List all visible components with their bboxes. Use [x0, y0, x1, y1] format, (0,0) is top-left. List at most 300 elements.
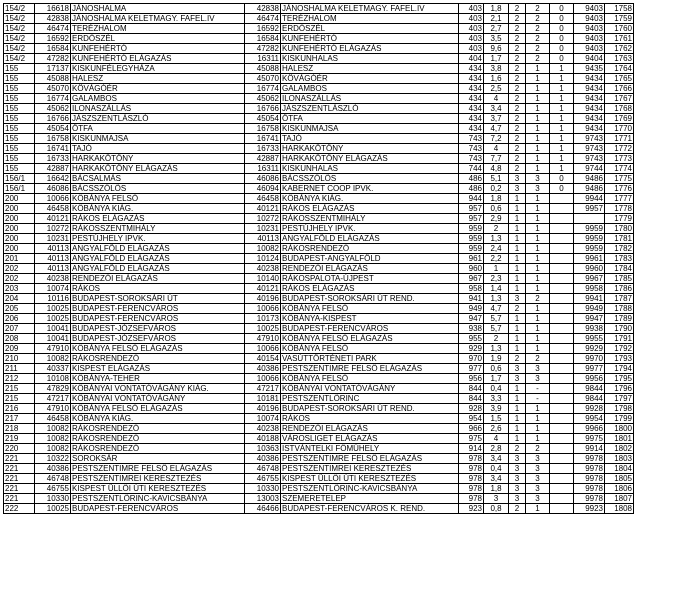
section-code-cell: 978 — [459, 464, 484, 474]
section-code-cell: 949 — [459, 304, 484, 314]
line-number-cell: 209 — [4, 344, 35, 354]
to-station-name-cell: ISTVÁNTELKI FŐMŰHELY — [281, 444, 459, 454]
from-station-code-cell: 10025 — [35, 504, 71, 514]
class-c-cell: 1 — [550, 74, 574, 84]
route-code-cell — [574, 214, 605, 224]
to-station-name-cell: BÁCSSZŐLŐS — [281, 174, 459, 184]
class-a-cell: 1 — [509, 204, 526, 214]
class-a-cell: 2 — [509, 354, 526, 364]
to-station-code-cell: 10082 — [245, 244, 281, 254]
route-code-cell: 9941 — [574, 294, 605, 304]
line-number-cell: 155 — [4, 64, 35, 74]
from-station-code-cell: 45062 — [35, 104, 71, 114]
class-b-cell: 3 — [526, 454, 550, 464]
to-station-code-cell: 46458 — [245, 194, 281, 204]
to-station-code-cell: 40121 — [245, 204, 281, 214]
to-station-code-cell: 47217 — [245, 384, 281, 394]
class-b-cell: 1 — [526, 404, 550, 414]
distance-km-cell: 9,6 — [484, 44, 509, 54]
row-id-cell: 1799 — [605, 414, 634, 424]
row-id-cell: 1786 — [605, 284, 634, 294]
class-b-cell: 3 — [526, 474, 550, 484]
class-a-cell: 1 — [509, 284, 526, 294]
class-a-cell: 3 — [509, 174, 526, 184]
distance-km-cell: 5,1 — [484, 174, 509, 184]
row-id-cell: 1763 — [605, 54, 634, 64]
route-code-cell: 9435 — [574, 64, 605, 74]
section-code-cell: 961 — [459, 254, 484, 264]
from-station-code-cell: 10108 — [35, 374, 71, 384]
section-code-cell: 486 — [459, 174, 484, 184]
distance-km-cell: 4,7 — [484, 304, 509, 314]
from-station-code-cell: 46755 — [35, 484, 71, 494]
to-station-name-cell: KUNFEHÉRTÓ — [281, 34, 459, 44]
to-station-name-cell: KŐBÁNYA FELSŐ — [281, 374, 459, 384]
section-code-cell: 975 — [459, 434, 484, 444]
row-id-cell: 1787 — [605, 294, 634, 304]
route-code-cell: 9978 — [574, 454, 605, 464]
row-id-cell: 1800 — [605, 424, 634, 434]
class-b-cell: 2 — [526, 444, 550, 454]
row-id-cell: 1777 — [605, 194, 634, 204]
route-code-cell: 9486 — [574, 174, 605, 184]
from-station-name-cell: KŐBÁNYA FELSŐ — [71, 194, 245, 204]
to-station-code-cell: 10025 — [245, 324, 281, 334]
row-id-cell: 1775 — [605, 174, 634, 184]
from-station-code-cell: 40113 — [35, 254, 71, 264]
row-id-cell: 1790 — [605, 324, 634, 334]
to-station-code-cell: 40121 — [245, 284, 281, 294]
table-row — [4, 454, 634, 464]
class-c-cell: 1 — [550, 94, 574, 104]
distance-km-cell: 1,8 — [484, 194, 509, 204]
distance-km-cell: 2,6 — [484, 424, 509, 434]
distance-km-cell: 1 — [484, 264, 509, 274]
class-a-cell: 2 — [509, 304, 526, 314]
class-a-cell: 1 — [509, 254, 526, 264]
class-b-cell: 1 — [526, 334, 550, 344]
table-row — [4, 264, 634, 274]
class-c-cell — [550, 214, 574, 224]
distance-km-cell: 0,4 — [484, 384, 509, 394]
table-row — [4, 464, 634, 474]
from-station-code-cell: 40113 — [35, 244, 71, 254]
class-a-cell: 1 — [509, 194, 526, 204]
to-station-name-cell: BUDAPEST-ANGYALFÖLD — [281, 254, 459, 264]
to-station-name-cell: PESTSZENTIMREI KERESZTEZÉS — [281, 464, 459, 474]
from-station-code-cell: 10082 — [35, 354, 71, 364]
from-station-code-cell: 10025 — [35, 314, 71, 324]
distance-km-cell: 0,2 — [484, 184, 509, 194]
class-b-cell: 1 — [526, 104, 550, 114]
row-id-cell: 1780 — [605, 224, 634, 234]
to-station-name-cell: KŐBÁNYAI VONTATÓVÁGÁNY — [281, 384, 459, 394]
row-id-cell: 1802 — [605, 444, 634, 454]
class-a-cell: 2 — [509, 154, 526, 164]
class-c-cell: 0 — [550, 174, 574, 184]
table-row — [4, 494, 634, 504]
to-station-name-cell: KISKUNHALAS — [281, 164, 459, 174]
route-code-cell: 9403 — [574, 14, 605, 24]
class-b-cell: 1 — [526, 64, 550, 74]
line-number-cell: 212 — [4, 374, 35, 384]
to-station-name-cell: KŐBÁNYA FELSŐ — [281, 304, 459, 314]
table-row — [4, 394, 634, 404]
to-station-code-cell: 10140 — [245, 274, 281, 284]
table-row — [4, 374, 634, 384]
class-b-cell: 2 — [526, 4, 550, 14]
route-code-cell: 9966 — [574, 424, 605, 434]
from-station-name-cell: BÁCSALMÁS — [71, 174, 245, 184]
to-station-code-cell: 16766 — [245, 104, 281, 114]
class-b-cell: 2 — [526, 44, 550, 54]
class-a-cell: 2 — [509, 164, 526, 174]
class-a-cell: 2 — [509, 14, 526, 24]
class-a-cell: 2 — [509, 44, 526, 54]
section-code-cell: 957 — [459, 204, 484, 214]
class-b-cell: 1 — [526, 324, 550, 334]
class-c-cell: 0 — [550, 54, 574, 64]
class-a-cell: 1 — [509, 344, 526, 354]
class-c-cell — [550, 244, 574, 254]
table-row — [4, 224, 634, 234]
class-a-cell: 1 — [509, 334, 526, 344]
line-number-cell: 154/2 — [4, 44, 35, 54]
to-station-code-cell: 13003 — [245, 494, 281, 504]
to-station-name-cell: PESTSZENTIMRE FELSŐ ELÁGAZÁS — [281, 454, 459, 464]
section-code-cell: 914 — [459, 444, 484, 454]
table-row — [4, 354, 634, 364]
distance-km-cell: 3,4 — [484, 454, 509, 464]
from-station-code-cell: 16584 — [35, 44, 71, 54]
class-a-cell: 1 — [509, 274, 526, 284]
to-station-code-cell: 10066 — [245, 344, 281, 354]
class-b-cell: 1 — [526, 414, 550, 424]
from-station-name-cell: BUDAPEST-FERENCVÁROS — [71, 504, 245, 514]
from-station-name-cell: HARKAKÖTÖNY ELÁGAZÁS — [71, 164, 245, 174]
table-row — [4, 294, 634, 304]
distance-km-cell: 3,9 — [484, 404, 509, 414]
to-station-code-cell: 45054 — [245, 114, 281, 124]
table-row — [4, 4, 634, 14]
from-station-code-cell: 10082 — [35, 444, 71, 454]
from-station-code-cell: 10322 — [35, 454, 71, 464]
route-code-cell: 9956 — [574, 374, 605, 384]
to-station-code-cell: 46755 — [245, 474, 281, 484]
class-c-cell: 1 — [550, 84, 574, 94]
from-station-name-cell: RÁKOS ELÁGAZÁS — [71, 214, 245, 224]
to-station-name-cell: PESTSZENTIMRE FELSŐ ELÁGAZÁS — [281, 364, 459, 374]
class-b-cell: 1 — [526, 164, 550, 174]
section-code-cell: 978 — [459, 494, 484, 504]
class-b-cell: - — [526, 384, 550, 394]
from-station-name-cell: KUNFEHÉRTÓ — [71, 44, 245, 54]
section-code-cell: 954 — [459, 414, 484, 424]
from-station-code-cell: 40386 — [35, 464, 71, 474]
to-station-name-cell: RÁKOS — [281, 414, 459, 424]
section-code-cell: 743 — [459, 144, 484, 154]
to-station-code-cell: 45070 — [245, 74, 281, 84]
from-station-code-cell: 46474 — [35, 24, 71, 34]
class-a-cell: 2 — [509, 74, 526, 84]
to-station-code-cell: 10124 — [245, 254, 281, 264]
row-id-cell: 1781 — [605, 234, 634, 244]
class-b-cell: - — [526, 394, 550, 404]
distance-km-cell: 1,3 — [484, 234, 509, 244]
route-code-cell: 9434 — [574, 104, 605, 114]
line-number-cell: 202 — [4, 274, 35, 284]
distance-km-cell: 4 — [484, 144, 509, 154]
class-b-cell: 2 — [526, 34, 550, 44]
distance-km-cell: 1,9 — [484, 354, 509, 364]
from-station-code-cell: 10116 — [35, 294, 71, 304]
row-id-cell: 1758 — [605, 4, 634, 14]
class-a-cell: 2 — [509, 34, 526, 44]
class-c-cell: 0 — [550, 184, 574, 194]
distance-km-cell: 2,7 — [484, 24, 509, 34]
row-id-cell: 1789 — [605, 314, 634, 324]
class-c-cell: 0 — [550, 24, 574, 34]
from-station-name-cell: BUDAPEST-FERENCVÁROS — [71, 314, 245, 324]
class-c-cell — [550, 314, 574, 324]
distance-km-cell: 3,7 — [484, 114, 509, 124]
from-station-code-cell: 40238 — [35, 274, 71, 284]
class-c-cell: 1 — [550, 124, 574, 134]
row-id-cell: 1798 — [605, 404, 634, 414]
class-c-cell: 1 — [550, 114, 574, 124]
to-station-code-cell: 47282 — [245, 44, 281, 54]
table-row — [4, 254, 634, 264]
class-a-cell: 1 — [509, 234, 526, 244]
line-number-cell: 200 — [4, 214, 35, 224]
route-code-cell: 9403 — [574, 24, 605, 34]
from-station-code-cell: 46748 — [35, 474, 71, 484]
from-station-name-cell: KISKUNFÉLEGYHÁZA — [71, 64, 245, 74]
to-station-name-cell: TAJÓ — [281, 134, 459, 144]
to-station-name-cell: KŐBÁNYA-KISPEST — [281, 314, 459, 324]
to-station-code-cell: 16758 — [245, 124, 281, 134]
to-station-code-cell: 42838 — [245, 4, 281, 14]
row-id-cell: 1779 — [605, 214, 634, 224]
from-station-code-cell: 16766 — [35, 114, 71, 124]
section-code-cell: 977 — [459, 364, 484, 374]
route-code-cell: 9434 — [574, 84, 605, 94]
line-number-cell: 215 — [4, 394, 35, 404]
route-code-cell: 9844 — [574, 394, 605, 404]
route-code-cell: 9744 — [574, 164, 605, 174]
distance-km-cell: 4 — [484, 94, 509, 104]
class-a-cell: 3 — [509, 464, 526, 474]
route-code-cell: 9960 — [574, 264, 605, 274]
line-number-cell: 155 — [4, 114, 35, 124]
class-c-cell — [550, 474, 574, 484]
class-b-cell: 1 — [526, 314, 550, 324]
class-c-cell: 0 — [550, 14, 574, 24]
line-number-cell: 211 — [4, 364, 35, 374]
to-station-name-cell: RÁKOSRENDEZŐ — [281, 244, 459, 254]
line-number-cell: 210 — [4, 354, 35, 364]
class-b-cell: 3 — [526, 174, 550, 184]
section-code-cell: 434 — [459, 124, 484, 134]
class-c-cell: 1 — [550, 134, 574, 144]
class-c-cell — [550, 204, 574, 214]
section-code-cell: 844 — [459, 384, 484, 394]
table-row — [4, 84, 634, 94]
table-row — [4, 164, 634, 174]
section-code-cell: 844 — [459, 394, 484, 404]
class-a-cell: 3 — [509, 374, 526, 384]
from-station-name-cell: RÁKOSRENDEZŐ — [71, 444, 245, 454]
class-a-cell: 2 — [509, 114, 526, 124]
to-station-name-cell: KŐBÁNYA KIÁG. — [281, 194, 459, 204]
class-a-cell: 2 — [509, 144, 526, 154]
route-code-cell: 9978 — [574, 484, 605, 494]
route-code-cell: 9404 — [574, 54, 605, 64]
from-station-code-cell: 10025 — [35, 304, 71, 314]
to-station-name-cell: BUDAPEST-SOROKSÁRI ÚT REND. — [281, 404, 459, 414]
to-station-code-cell: 40386 — [245, 454, 281, 464]
class-a-cell: 2 — [509, 134, 526, 144]
row-id-cell: 1794 — [605, 364, 634, 374]
to-station-code-cell: 40238 — [245, 424, 281, 434]
to-station-name-cell: ERDŐSZÉL — [281, 24, 459, 34]
row-id-cell: 1773 — [605, 154, 634, 164]
class-a-cell: 1 — [509, 434, 526, 444]
line-number-cell: 205 — [4, 304, 35, 314]
class-a-cell: 2 — [509, 4, 526, 14]
from-station-code-cell: 10330 — [35, 494, 71, 504]
row-id-cell: 1776 — [605, 184, 634, 194]
route-code-cell: 9434 — [574, 94, 605, 104]
to-station-name-cell: JÁNOSHALMA KELETMAGY. FAFEL.IV — [281, 4, 459, 14]
to-station-name-cell: SZEMERETELEP — [281, 494, 459, 504]
row-id-cell: 1772 — [605, 144, 634, 154]
from-station-code-cell: 16741 — [35, 144, 71, 154]
from-station-code-cell: 46458 — [35, 204, 71, 214]
section-code-cell: 978 — [459, 474, 484, 484]
table-row — [4, 114, 634, 124]
from-station-code-cell: 10074 — [35, 284, 71, 294]
class-b-cell: 1 — [526, 154, 550, 164]
distance-km-cell: 3,4 — [484, 104, 509, 114]
table-row — [4, 284, 634, 294]
from-station-name-cell: HARKAKÖTÖNY — [71, 154, 245, 164]
class-b-cell: 2 — [526, 294, 550, 304]
route-code-cell: 9954 — [574, 414, 605, 424]
line-number-cell: 222 — [4, 504, 35, 514]
route-code-cell: 9928 — [574, 404, 605, 414]
distance-km-cell: 3 — [484, 494, 509, 504]
from-station-code-cell: 10272 — [35, 224, 71, 234]
line-number-cell: 221 — [4, 454, 35, 464]
to-station-code-cell: 42887 — [245, 154, 281, 164]
to-station-name-cell: ANGYALFÖLD ELÁGAZÁS — [281, 234, 459, 244]
route-code-cell: 9957 — [574, 204, 605, 214]
from-station-name-cell: JÁNOSHALMA — [71, 4, 245, 14]
route-code-cell: 9923 — [574, 504, 605, 514]
class-a-cell: 1 — [509, 424, 526, 434]
distance-km-cell: 1,5 — [484, 414, 509, 424]
table-row — [4, 304, 634, 314]
from-station-name-cell: PESTSZENTLŐRINC-KAVICSBÁNYA — [71, 494, 245, 504]
to-station-name-cell: BUDAPEST-FERENCVÁROS — [281, 324, 459, 334]
from-station-code-cell: 16642 — [35, 174, 71, 184]
section-code-cell: 944 — [459, 194, 484, 204]
class-a-cell: 3 — [509, 364, 526, 374]
class-b-cell: 1 — [526, 124, 550, 134]
section-code-cell: 970 — [459, 354, 484, 364]
from-station-name-cell: ÖTFA — [71, 124, 245, 134]
to-station-name-cell: GALAMBOS — [281, 84, 459, 94]
from-station-code-cell: 10082 — [35, 434, 71, 444]
to-station-code-cell: 40386 — [245, 364, 281, 374]
to-station-code-cell: 47910 — [245, 334, 281, 344]
from-station-code-cell: 10066 — [35, 194, 71, 204]
section-code-cell: 403 — [459, 34, 484, 44]
route-code-cell: 9959 — [574, 224, 605, 234]
from-station-name-cell: RÁKOSSZENTMIHÁLY — [71, 224, 245, 234]
line-number-cell: 200 — [4, 194, 35, 204]
to-station-name-cell: RÁKOSPALOTA-ÚJPEST — [281, 274, 459, 284]
from-station-code-cell: 42838 — [35, 14, 71, 24]
class-b-cell: 1 — [526, 234, 550, 244]
from-station-name-cell: RÁKOSRENDEZŐ — [71, 434, 245, 444]
class-c-cell — [550, 454, 574, 464]
line-number-cell: 201 — [4, 254, 35, 264]
to-station-code-cell: 10181 — [245, 394, 281, 404]
table-row — [4, 274, 634, 284]
row-id-cell: 1796 — [605, 384, 634, 394]
class-c-cell — [550, 224, 574, 234]
distance-km-cell: 1,7 — [484, 54, 509, 64]
class-c-cell — [550, 394, 574, 404]
table-row — [4, 214, 634, 224]
line-number-cell: 154/2 — [4, 4, 35, 14]
class-b-cell: 1 — [526, 244, 550, 254]
to-station-name-cell: PESTÚJHELY IPVK. — [281, 224, 459, 234]
section-code-cell: 434 — [459, 74, 484, 84]
from-station-name-cell: ILONASZÁLLÁS — [71, 104, 245, 114]
row-id-cell: 1788 — [605, 304, 634, 314]
class-c-cell — [550, 234, 574, 244]
to-station-code-cell: 10074 — [245, 414, 281, 424]
row-id-cell: 1806 — [605, 484, 634, 494]
line-number-cell: 200 — [4, 224, 35, 234]
section-code-cell: 744 — [459, 164, 484, 174]
from-station-code-cell: 10041 — [35, 324, 71, 334]
from-station-name-cell: ANGYALFÖLD ELÁGAZÁS — [71, 254, 245, 264]
from-station-code-cell: 16592 — [35, 34, 71, 44]
distance-km-cell: 4,7 — [484, 124, 509, 134]
line-number-cell: 155 — [4, 124, 35, 134]
row-id-cell: 1765 — [605, 74, 634, 84]
distance-km-cell: 1,6 — [484, 74, 509, 84]
from-station-name-cell: KŐBÁNYA KIÁG. — [71, 204, 245, 214]
to-station-name-cell: RÁKOS ELÁGAZÁS — [281, 204, 459, 214]
section-code-cell: 966 — [459, 424, 484, 434]
to-station-name-cell: KABERNET COOP IPVK. — [281, 184, 459, 194]
line-number-cell: 221 — [4, 464, 35, 474]
document-page — [3, 3, 634, 514]
route-code-cell: 9978 — [574, 474, 605, 484]
section-code-cell: 959 — [459, 244, 484, 254]
class-a-cell: 1 — [509, 384, 526, 394]
to-station-name-cell: TERÉZHALOM — [281, 14, 459, 24]
from-station-code-cell: 16758 — [35, 134, 71, 144]
section-code-cell: 978 — [459, 454, 484, 464]
distance-km-cell: 2,4 — [484, 244, 509, 254]
to-station-code-cell: 46094 — [245, 184, 281, 194]
